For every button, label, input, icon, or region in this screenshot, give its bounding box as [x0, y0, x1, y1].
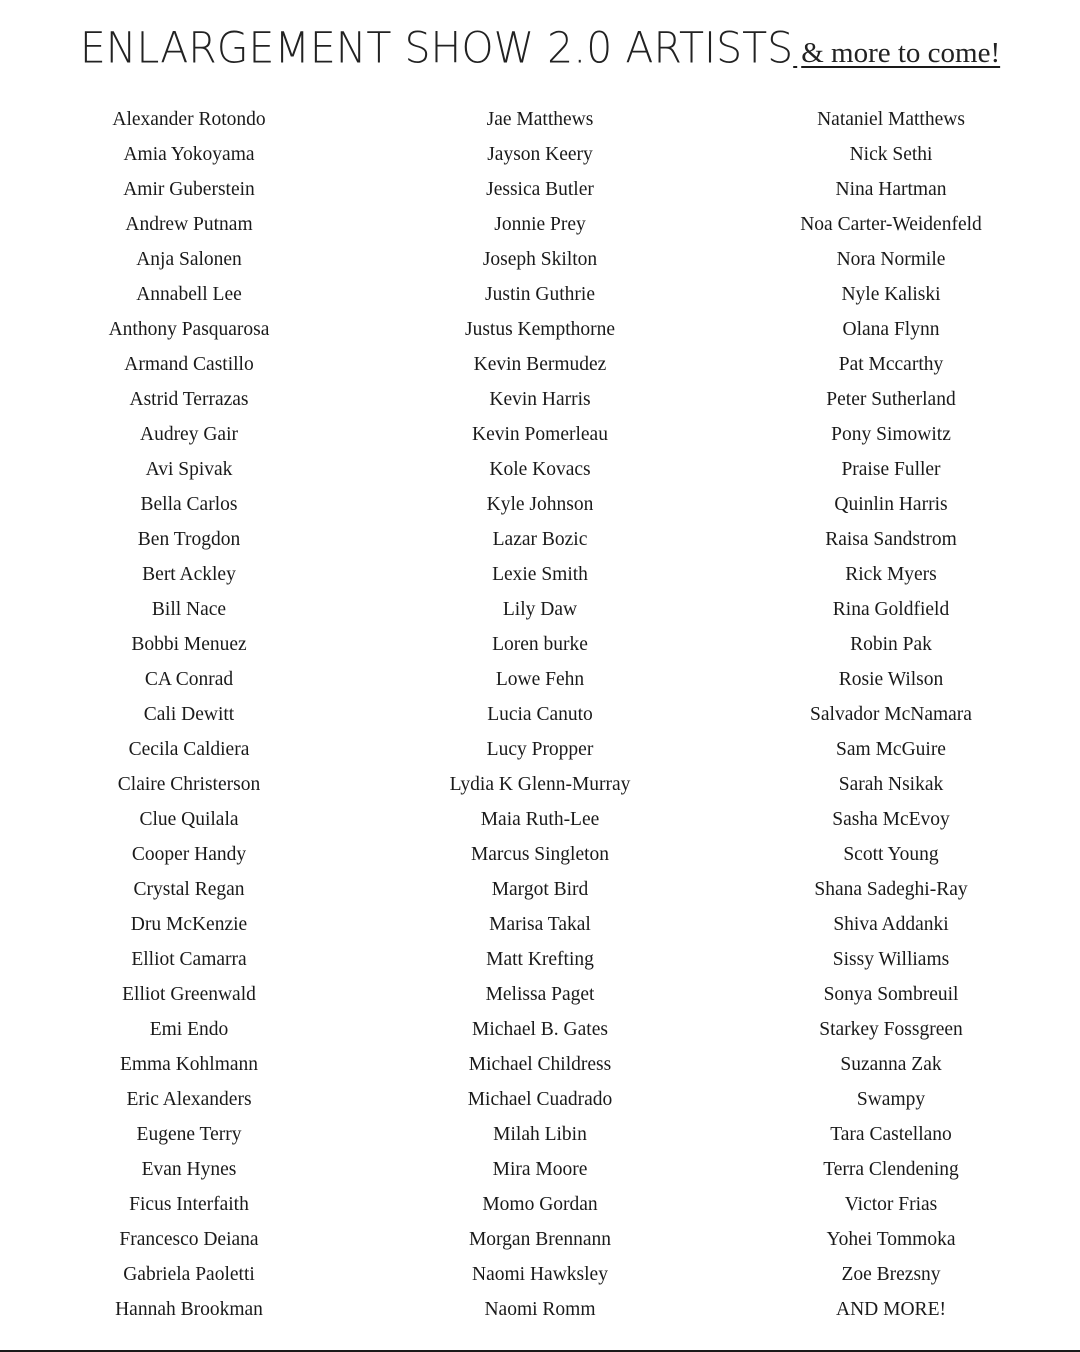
artist-name: Shiva Addanki [833, 914, 949, 935]
artist-name: Astrid Terrazas [129, 389, 249, 410]
artist-name: Morgan Brennann [468, 1229, 612, 1250]
artist-name: Naomi Romm [484, 1299, 596, 1320]
artist-name: Jessica Butler [486, 179, 594, 200]
artist-name: Justus Kempthorne [464, 319, 616, 340]
page-title: ENLARGEMENT SHOW 2.0 ARTISTS [79, 22, 794, 74]
artist-name: Lydia K Glenn-Murray [449, 774, 631, 795]
artist-name: Hannah Brookman [115, 1299, 263, 1320]
artist-name: Tara Castellano [830, 1124, 952, 1145]
artist-name: Olana Flynn [842, 319, 940, 340]
page-subtitle: & more to come! [801, 37, 1001, 69]
artist-name: Margot Bird [491, 879, 589, 900]
artist-name: CA Conrad [144, 669, 234, 690]
artist-name: Ficus Interfaith [129, 1194, 249, 1215]
artist-name: Claire Christerson [117, 774, 261, 795]
artist-name: Robin Pak [850, 634, 932, 655]
artist-name: Lowe Fehn [495, 669, 585, 690]
artist-name: Swampy [856, 1089, 926, 1110]
artist-name: Annabell Lee [136, 284, 242, 305]
artist-name: Michael B. Gates [472, 1019, 608, 1040]
artist-name: Andrew Putnam [125, 214, 253, 235]
artist-name: Michael Childress [468, 1054, 612, 1075]
artist-name: Bert Ackley [142, 564, 236, 585]
artist-name: Cooper Handy [131, 844, 247, 865]
artist-name: Quinlin Harris [834, 494, 948, 515]
artist-name: Sarah Nsikak [838, 774, 944, 795]
artist-name: Avi Spivak [145, 459, 233, 480]
artist-name: Nataniel Matthews [817, 109, 965, 130]
artist-name: Peter Sutherland [826, 389, 956, 410]
artist-name: Lucia Canuto [487, 704, 593, 725]
artist-name: Nick Sethi [849, 144, 933, 165]
artist-name: Matt Krefting [486, 949, 594, 970]
artist-name: Milah Libin [493, 1124, 587, 1145]
artist-name: Eric Alexanders [126, 1089, 252, 1110]
artist-name: Kevin Bermudez [473, 354, 607, 375]
artist-name: Starkey Fossgreen [819, 1019, 963, 1040]
artist-name: Audrey Gair [139, 424, 238, 445]
artist-name: Amir Guberstein [123, 179, 255, 200]
artist-name: Sissy Williams [832, 949, 950, 970]
artist-name: Nora Normile [836, 249, 946, 270]
artist-name: Marcus Singleton [470, 844, 610, 865]
artist-name: Scott Young [843, 844, 939, 865]
artist-name: Bella Carlos [140, 494, 238, 515]
artist-name: Bill Nace [151, 599, 227, 620]
artist-name: Gabriela Paoletti [123, 1264, 255, 1285]
artist-name: Jae Matthews [486, 109, 594, 130]
artist-name: Amia Yokoyama [123, 144, 255, 165]
artist-name: Suzanna Zak [840, 1054, 942, 1075]
artist-name: Melissa Paget [485, 984, 595, 1005]
artist-name: Lexie Smith [492, 564, 588, 585]
artist-name: Ben Trogdon [137, 529, 241, 550]
artist-column-1 [9, 102, 369, 1327]
artist-name: Noa Carter-Weidenfeld [800, 214, 982, 235]
artist-name: Mira Moore [492, 1159, 588, 1180]
artist-name: Sonya Sombreuil [823, 984, 959, 1005]
artist-name: Crystal Regan [133, 879, 245, 900]
page-header [0, 24, 1080, 72]
artist-name: Loren burke [492, 634, 588, 655]
artist-name: Shana Sadeghi-Ray [814, 879, 968, 900]
artist-name: Momo Gordan [482, 1194, 598, 1215]
artist-name: Rosie Wilson [838, 669, 944, 690]
artist-name: Elliot Camarra [131, 949, 247, 970]
artist-name: Naomi Hawksley [472, 1264, 608, 1285]
artist-name: Dru McKenzie [130, 914, 248, 935]
artist-name: Salvador McNamara [810, 704, 972, 725]
artist-name: Marisa Takal [489, 914, 591, 935]
artist-name: Nyle Kaliski [841, 284, 941, 305]
artist-name: Lily Daw [502, 599, 578, 620]
artist-name: Yohei Tommoka [826, 1229, 956, 1250]
artist-name: Bobbi Menuez [131, 634, 247, 655]
artist-name: Eugene Terry [136, 1124, 242, 1145]
artist-name: Clue Quilala [139, 809, 239, 830]
artist-name: AND MORE! [836, 1299, 946, 1320]
artist-name: Sasha McEvoy [832, 809, 950, 830]
artist-name: Kevin Harris [489, 389, 591, 410]
artist-name: Terra Clendening [823, 1159, 959, 1180]
artist-name: Pat Mccarthy [838, 354, 944, 375]
artist-name: Jonnie Prey [494, 214, 586, 235]
artist-name: Victor Frias [844, 1194, 938, 1215]
artist-name: Armand Castillo [124, 354, 254, 375]
artist-name: Anja Salonen [136, 249, 242, 270]
artist-name: Rina Goldfield [832, 599, 950, 620]
artist-name: Lazar Bozic [492, 529, 588, 550]
artist-name: Cali Dewitt [143, 704, 235, 725]
artist-name: Pony Simowitz [831, 424, 951, 445]
artist-name: Justin Guthrie [485, 284, 595, 305]
artist-name: Zoe Brezsny [841, 1264, 941, 1285]
artist-name: Joseph Skilton [482, 249, 598, 270]
artist-name: Francesco Deiana [119, 1229, 259, 1250]
artist-name: Emi Endo [149, 1019, 229, 1040]
artist-name: Cecila Caldiera [128, 739, 250, 760]
artist-name: Michael Cuadrado [467, 1089, 613, 1110]
artist-name: Kevin Pomerleau [472, 424, 608, 445]
artist-name: Rick Myers [845, 564, 937, 585]
artist-column-2 [360, 102, 720, 1327]
artist-name: Kole Kovacs [489, 459, 591, 480]
artist-column-3 [711, 102, 1071, 1327]
artist-name: Sam McGuire [836, 739, 946, 760]
artist-name: Evan Hynes [141, 1159, 237, 1180]
artist-name: Emma Kohlmann [119, 1054, 259, 1075]
artist-name: Raisa Sandstrom [825, 529, 957, 550]
artist-name: Nina Hartman [835, 179, 947, 200]
header-title-group [80, 24, 1000, 72]
artist-name: Jayson Keery [487, 144, 593, 165]
artist-name: Kyle Johnson [486, 494, 594, 515]
artist-name: Praise Fuller [841, 459, 941, 480]
artist-name: Elliot Greenwald [122, 984, 256, 1005]
artist-name: Lucy Propper [486, 739, 594, 760]
artist-name: Alexander Rotondo [112, 109, 266, 130]
artist-name: Maia Ruth-Lee [480, 809, 600, 830]
artist-name: Anthony Pasquarosa [108, 319, 270, 340]
